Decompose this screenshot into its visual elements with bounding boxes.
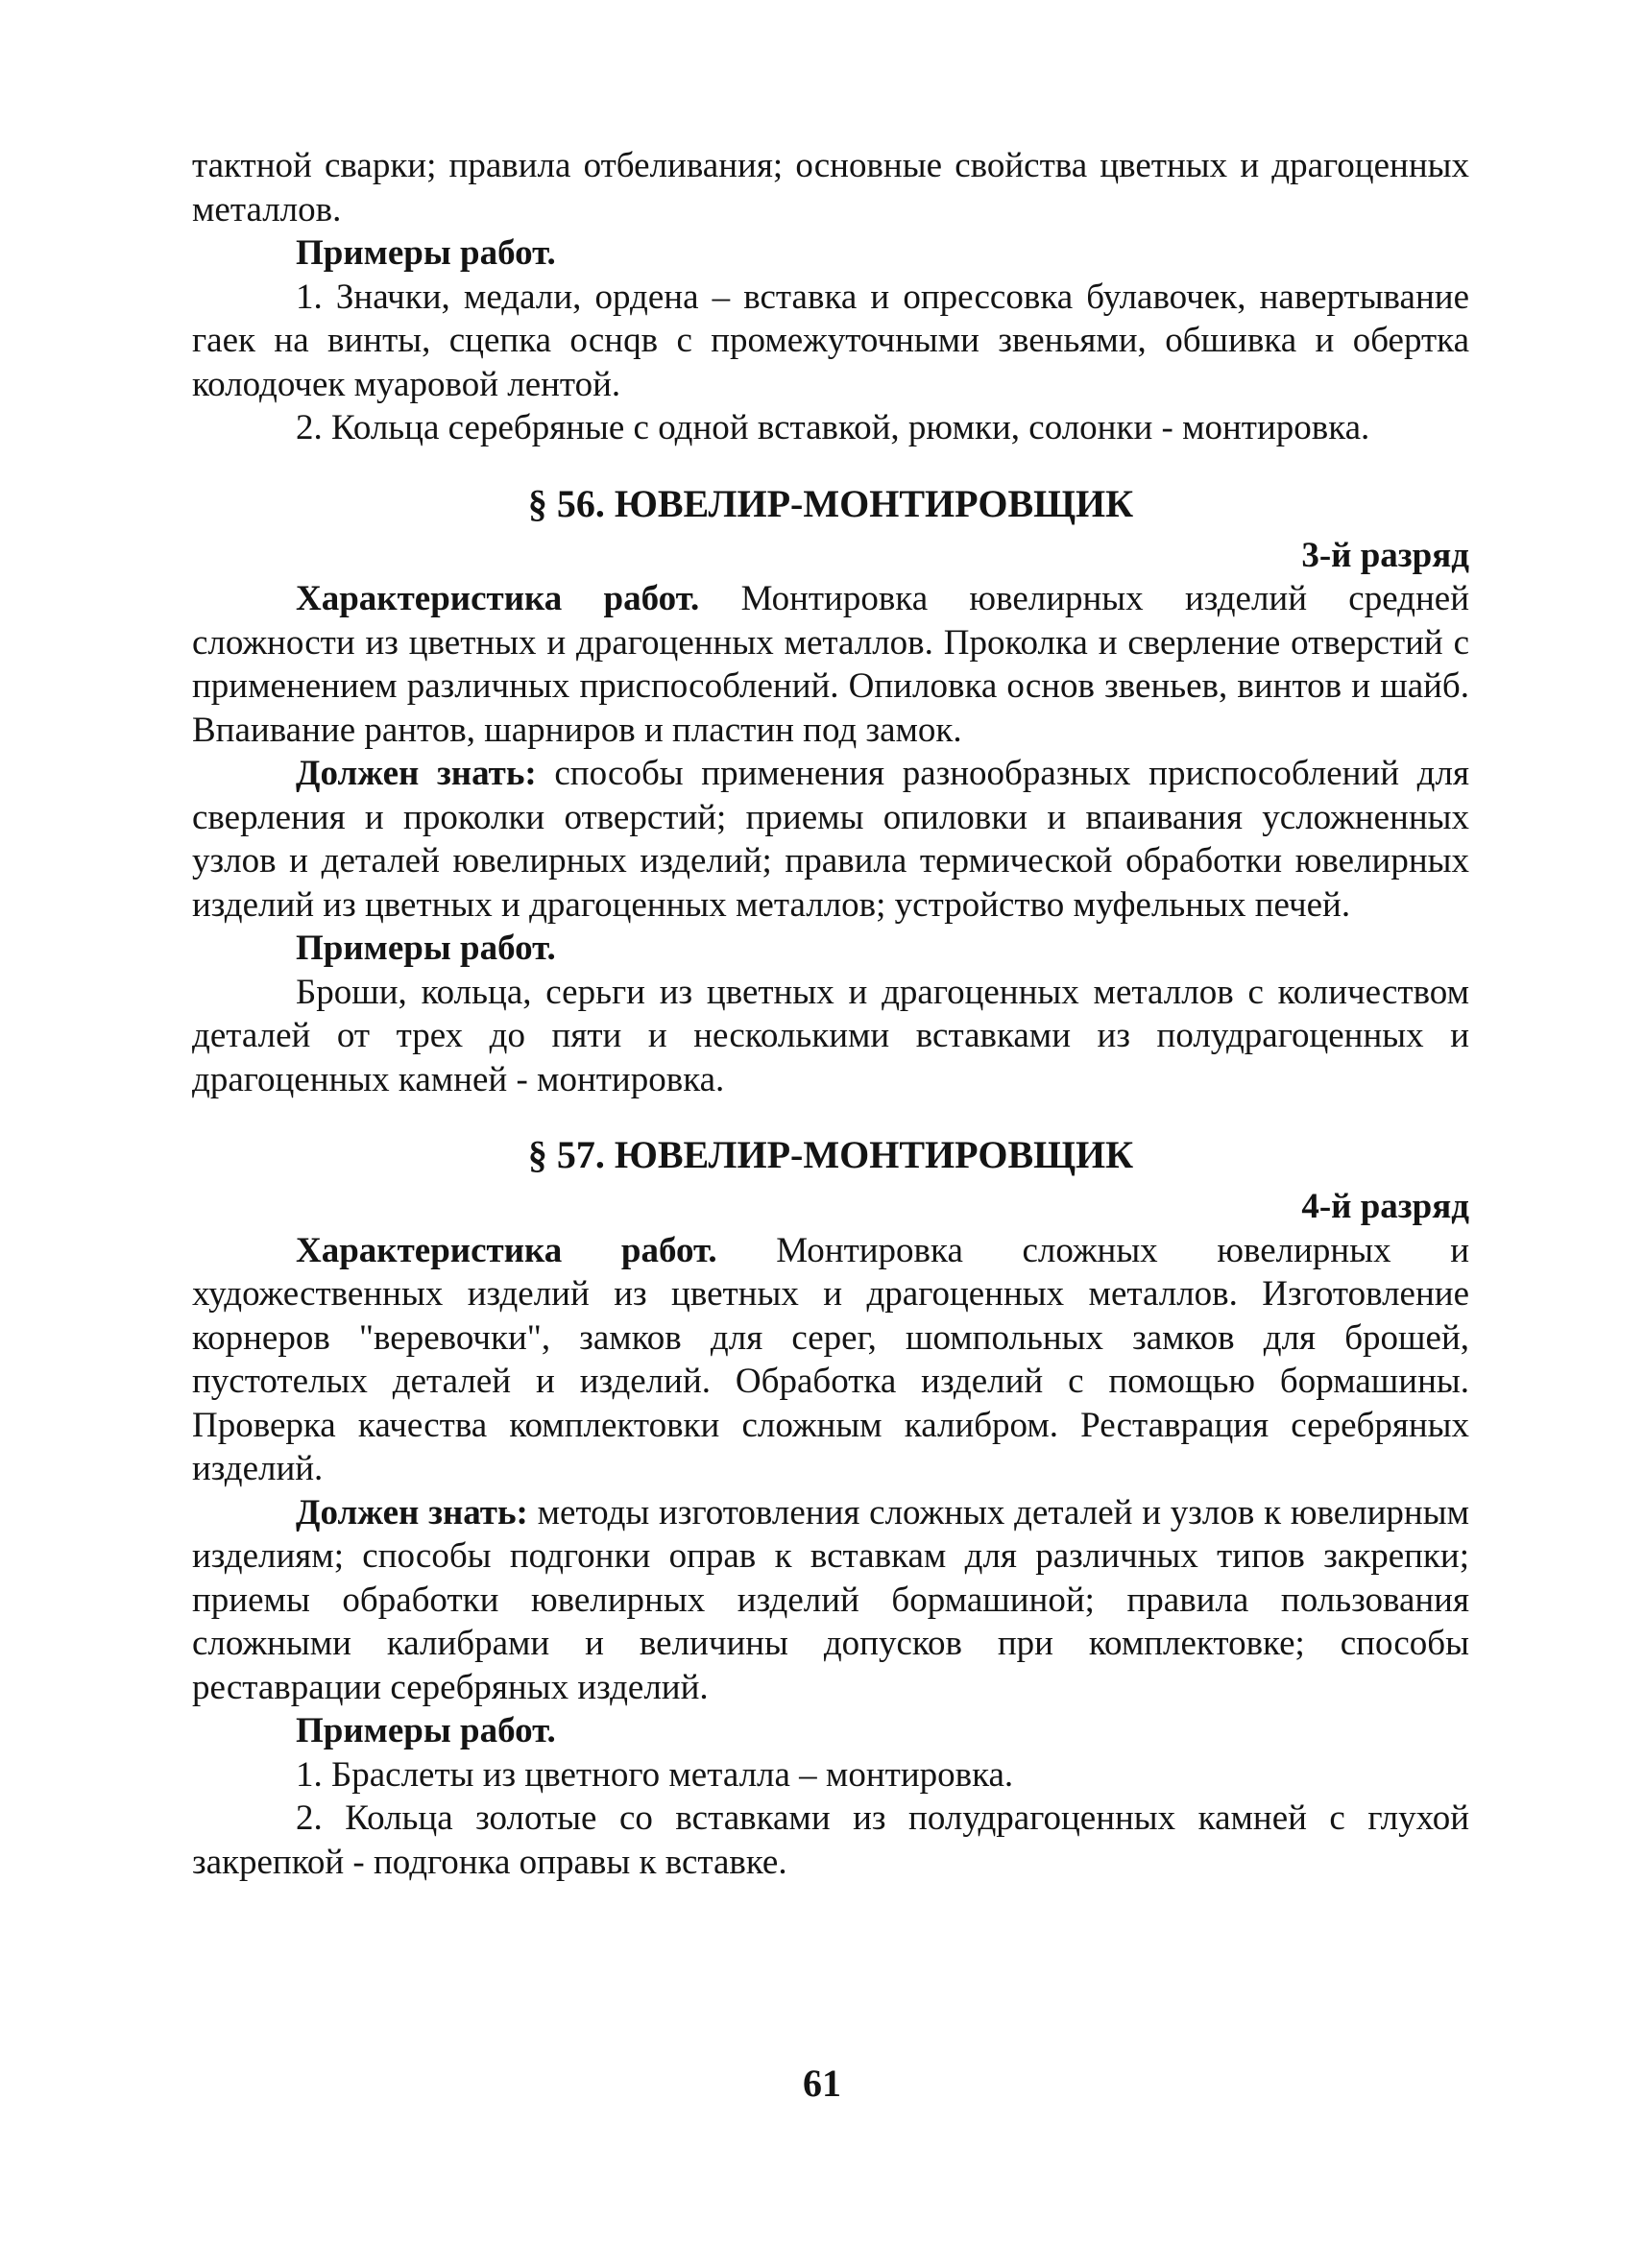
intro-example-1: 1. Значки, медали, ордена – вставка и опрессовка булавочек, навертывание гаек на винты, сцепка оснqв с промежуточными звеньями, обшивка и обертка колодочек муаровой лентой. — [192, 277, 1469, 404]
section-57-know-label: Должен знать: — [296, 1492, 528, 1532]
section-56-know-text: способы применения разнообразных приспособлений для сверления и проколки отверстий; приемы опиловки и впаивания усложненных узлов и деталей ювелирных изделий; правила термической обработки ювелирных изделий из цветных и драгоценных металлов; устройство муфельных печей. — [192, 754, 1469, 925]
section-56-know-paragraph — [192, 752, 1469, 927]
intro-example-2: 2. Кольца серебряные с одной вставкой, рюмки, солонки - монтировка. — [296, 408, 1370, 447]
intro-examples-label: Примеры работ. — [296, 233, 556, 273]
document-page — [192, 144, 1469, 1884]
section-56-work-paragraph — [192, 577, 1469, 752]
section-56-work-label: Характеристика работ. — [296, 579, 700, 618]
section-57-rank: 4-й разряд — [1301, 1187, 1469, 1226]
section-57-example-1: 1. Браслеты из цветного металла – монтировка. — [296, 1754, 1014, 1795]
section-57-work-text: Монтировка сложных ювелирных и художественных изделий из цветных и драгоценных металлов. Изготовление корнеров "веревочки", замков для серег, шомпольных замков для брошей, пустотелых деталей и изделий. Обработка изделий с помощью бормашины. Проверка качества комплектовки сложным калибром. Реставрация серебряных изделий. — [192, 1230, 1469, 1488]
section-56-example-text: Броши, кольца, серьги из цветных и драгоценных металлов с количеством деталей от трех до пяти и несколькими вставками из полудрагоценных и драгоценных камней - монтировка. — [192, 972, 1469, 1099]
page-number: 61 — [803, 2062, 841, 2105]
section-57-examples-label: Примеры работ. — [296, 1711, 556, 1750]
section-57-heading: § 57. ЮВЕЛИР-МОНТИРОВЩИК — [527, 1133, 1134, 1176]
section-56-rank: 3-й разряд — [1301, 535, 1469, 575]
section-57-work-paragraph — [192, 1229, 1469, 1491]
section-56-examples-label: Примеры работ. — [296, 929, 556, 968]
section-57-work-label: Характеристика работ. — [296, 1230, 717, 1270]
section-57-know-text: методы изготовления сложных деталей и узлов к ювелирным изделиям; способы подгонки оправ к вставкам для различных типов закрепки; приемы обработки ювелирных изделий бормашиной; правила пользования сложными калибрами и величины допусков при комплектовке; способы реставрации серебряных изделий. — [192, 1492, 1469, 1707]
section-56-heading: § 56. ЮВЕЛИР-МОНТИРОВЩИК — [527, 481, 1134, 525]
section-56-work-text: Монтировка ювелирных изделий средней сложности из цветных и драгоценных металлов. Проколка и сверление отверстий с применением различных приспособлений. Опиловка основ звеньев, винтов и шайб. Впаивание рантов, шарниров и пластин под замок. — [192, 579, 1469, 750]
section-57-know-paragraph — [192, 1491, 1469, 1710]
intro-continuation-paragraph: тактной сварки; правила отбеливания; основные свойства цветных и драгоценных металлов. — [192, 146, 1469, 229]
section-57-example-2: 2. Кольца золотые со вставками из полудрагоценных камней с глухой закрепкой - подгонка оправы к вставке. — [192, 1798, 1469, 1882]
section-56-know-label: Должен знать: — [296, 754, 537, 793]
